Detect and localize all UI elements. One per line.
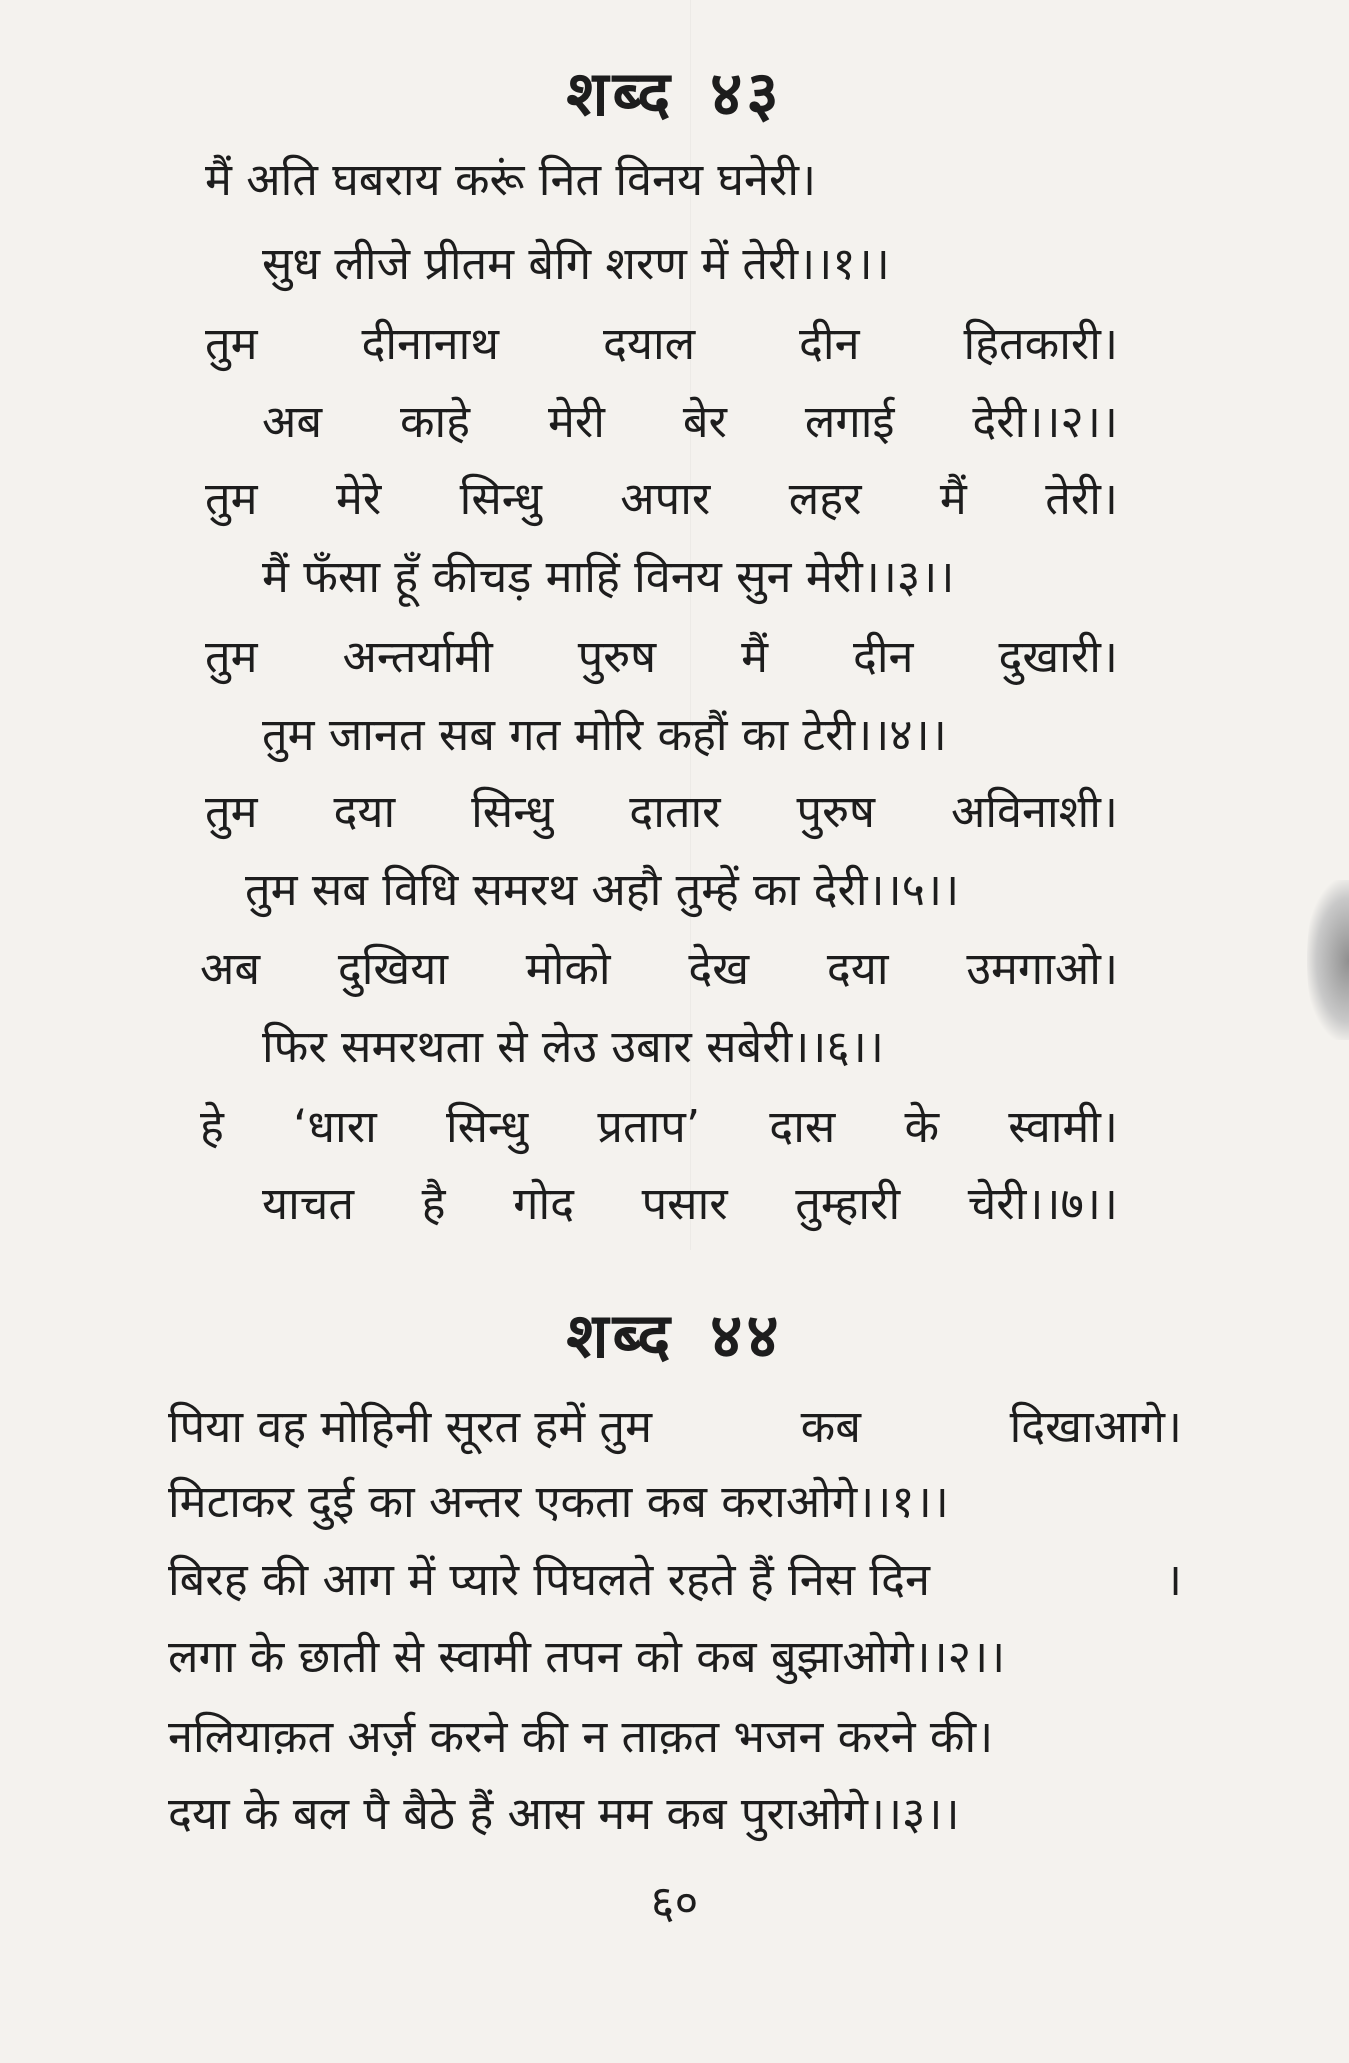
shabd-44-heading	[0, 1292, 1349, 1376]
shabd43-line-3-word: हितकारी।	[963, 317, 1118, 370]
shabd43-line-9	[205, 780, 1118, 844]
shabd43-line-13-word: ‘धारा	[293, 1100, 377, 1153]
shabd44-line-1-word: पिया वह मोहिनी सूरत हमें तुम	[168, 1400, 652, 1453]
shabd43-line-5-word: सिन्धु	[459, 472, 542, 525]
torn-edge	[1307, 880, 1349, 1040]
shabd43-line-11-word: दया	[826, 942, 889, 995]
shabd43-line-9-word: दया	[333, 785, 396, 838]
shabd43-line-13-word: स्वामी।	[1008, 1100, 1118, 1153]
shabd44-line-1	[168, 1395, 1182, 1459]
shabd43-line-13-word: के	[904, 1100, 940, 1153]
shabd43-line-6-word: मैं फँसा हूँ कीचड़ माहिं विनय सुन मेरी।।३।।	[262, 550, 955, 603]
shabd43-line-4-word: लगाई	[804, 395, 895, 448]
shabd43-line-7-word: अन्तर्यामी	[342, 630, 493, 683]
shabd43-line-7	[205, 625, 1118, 689]
shabd43-line-5-word: मैं	[939, 472, 967, 525]
shabd44-line-6	[168, 1782, 1182, 1846]
shabd43-line-5-word: अपार	[620, 472, 711, 525]
shabd43-line-13-word: दास	[769, 1100, 836, 1153]
shabd44-line-1-word: दिखाआगे।	[1009, 1400, 1182, 1453]
shabd44-line-3-word: ।	[1164, 1553, 1182, 1606]
shabd44-line-3	[168, 1548, 1182, 1612]
shabd43-line-7-word: पुरुष	[577, 630, 657, 683]
shabd43-line-5-word: मेरे	[335, 472, 382, 525]
shabd43-line-9-word: तुम	[205, 785, 258, 838]
shabd43-line-11-word: मोको	[525, 942, 611, 995]
shabd43-line-14-word: तुम्हारी	[795, 1177, 901, 1230]
shabd43-line-2-word: सुध लीजे प्रीतम बेगि शरण में तेरी।।१।।	[262, 237, 890, 290]
shabd43-line-14-word: गोद	[513, 1177, 574, 1230]
shabd43-line-3-word: दीन	[799, 317, 860, 370]
shabd-44-title: शब्द	[566, 1299, 675, 1372]
shabd44-line-4-word: लगा के छाती से स्वामी तपन को कब बुझाओगे।।२।।	[168, 1630, 1006, 1683]
shabd43-line-2	[262, 232, 1118, 296]
shabd44-line-3-word: बिरह की आग में प्यारे पिघलते रहते हैं निस दिन	[168, 1553, 930, 1606]
shabd43-line-3-word: दयाल	[602, 317, 696, 370]
shabd43-line-8	[262, 703, 1118, 767]
shabd43-line-14-word: याचत	[262, 1177, 354, 1230]
shabd43-line-10	[245, 858, 1118, 922]
shabd43-line-8-word: तुम जानत सब गत मोरि कहौं का टेरी।।४।।	[262, 708, 947, 761]
shabd43-line-9-word: अविनाशी।	[950, 785, 1118, 838]
shabd43-line-5	[205, 467, 1118, 531]
shabd43-line-12-word: फिर समरथता से लेउ उबार सबेरी।।६।।	[262, 1020, 884, 1073]
shabd43-line-14-word: है	[421, 1177, 446, 1230]
shabd43-line-7-word: तुम	[205, 630, 258, 683]
shabd43-line-1-word: मैं अति घबराय करूं नित विनय घनेरी।	[205, 153, 817, 206]
shabd43-line-14	[262, 1172, 1118, 1236]
shabd-44-number: ४४	[710, 1299, 783, 1372]
shabd-43-heading	[0, 50, 1349, 134]
shabd44-line-4	[168, 1625, 1182, 1689]
shabd-43-number: ४३	[710, 57, 783, 130]
shabd43-line-10-word: तुम सब विधि समरथ अहौ तुम्हें का देरी।।५।।	[245, 863, 960, 916]
shabd43-line-11-word: अब	[200, 942, 261, 995]
shabd43-line-3-word: दीनानाथ	[361, 317, 500, 370]
shabd43-line-14-word: चेरी।।७।।	[967, 1177, 1118, 1230]
shabd43-line-6	[262, 545, 1118, 609]
shabd43-line-5-word: लहर	[788, 472, 862, 525]
shabd43-line-3-word: तुम	[205, 317, 258, 370]
shabd43-line-4-word: बेर	[682, 395, 727, 448]
shabd43-line-4-word: देरी।।२।।	[972, 395, 1118, 448]
shabd43-line-5-word: तुम	[205, 472, 258, 525]
shabd44-line-5-word: नलियाक़त अर्ज़ करने की न ताक़त भजन करने की।	[168, 1710, 994, 1763]
shabd43-line-11	[200, 937, 1118, 1001]
shabd44-line-6-word: दया के बल पै बैठे हैं आस मम कब पुराओगे।।३।।	[168, 1787, 960, 1840]
shabd43-line-4-word: काहे	[399, 395, 471, 448]
shabd43-line-1	[205, 148, 1000, 212]
shabd43-line-4	[262, 390, 1118, 454]
shabd43-line-13-word: हे	[200, 1100, 224, 1153]
shabd44-line-5	[168, 1705, 1182, 1769]
page-number: ६०	[650, 1875, 699, 1929]
shabd43-line-11-word: दुखिया	[337, 942, 448, 995]
shabd-43-title: शब्द	[566, 57, 675, 130]
shabd43-line-13	[200, 1095, 1118, 1159]
shabd44-line-2	[168, 1470, 1182, 1534]
shabd43-line-14-word: पसार	[641, 1177, 728, 1230]
shabd43-line-7-word: मैं	[741, 630, 769, 683]
shabd43-line-3	[205, 312, 1118, 376]
shabd43-line-9-word: पुरुष	[796, 785, 875, 838]
shabd43-line-9-word: दातार	[629, 785, 721, 838]
shabd43-line-13-word: सिन्धु	[445, 1100, 529, 1153]
shabd43-line-11-word: देख	[688, 942, 750, 995]
shabd44-line-2-word: मिटाकर दुई का अन्तर एकता कब कराओगे।।१।।	[168, 1475, 949, 1528]
shabd43-line-4-word: अब	[262, 395, 323, 448]
shabd43-line-12	[262, 1015, 1118, 1079]
shabd43-line-9-word: सिन्धु	[471, 785, 554, 838]
shabd43-line-11-word: उमगाओ।	[966, 942, 1118, 995]
shabd43-line-5-word: तेरी।	[1045, 472, 1118, 525]
shabd43-line-13-word: प्रताप’	[597, 1100, 701, 1153]
shabd43-line-7-word: दीन	[853, 630, 914, 683]
shabd44-line-1-word: कब	[800, 1400, 861, 1453]
shabd43-line-7-word: दुखारी।	[998, 630, 1118, 683]
shabd43-line-4-word: मेरी	[547, 395, 605, 448]
